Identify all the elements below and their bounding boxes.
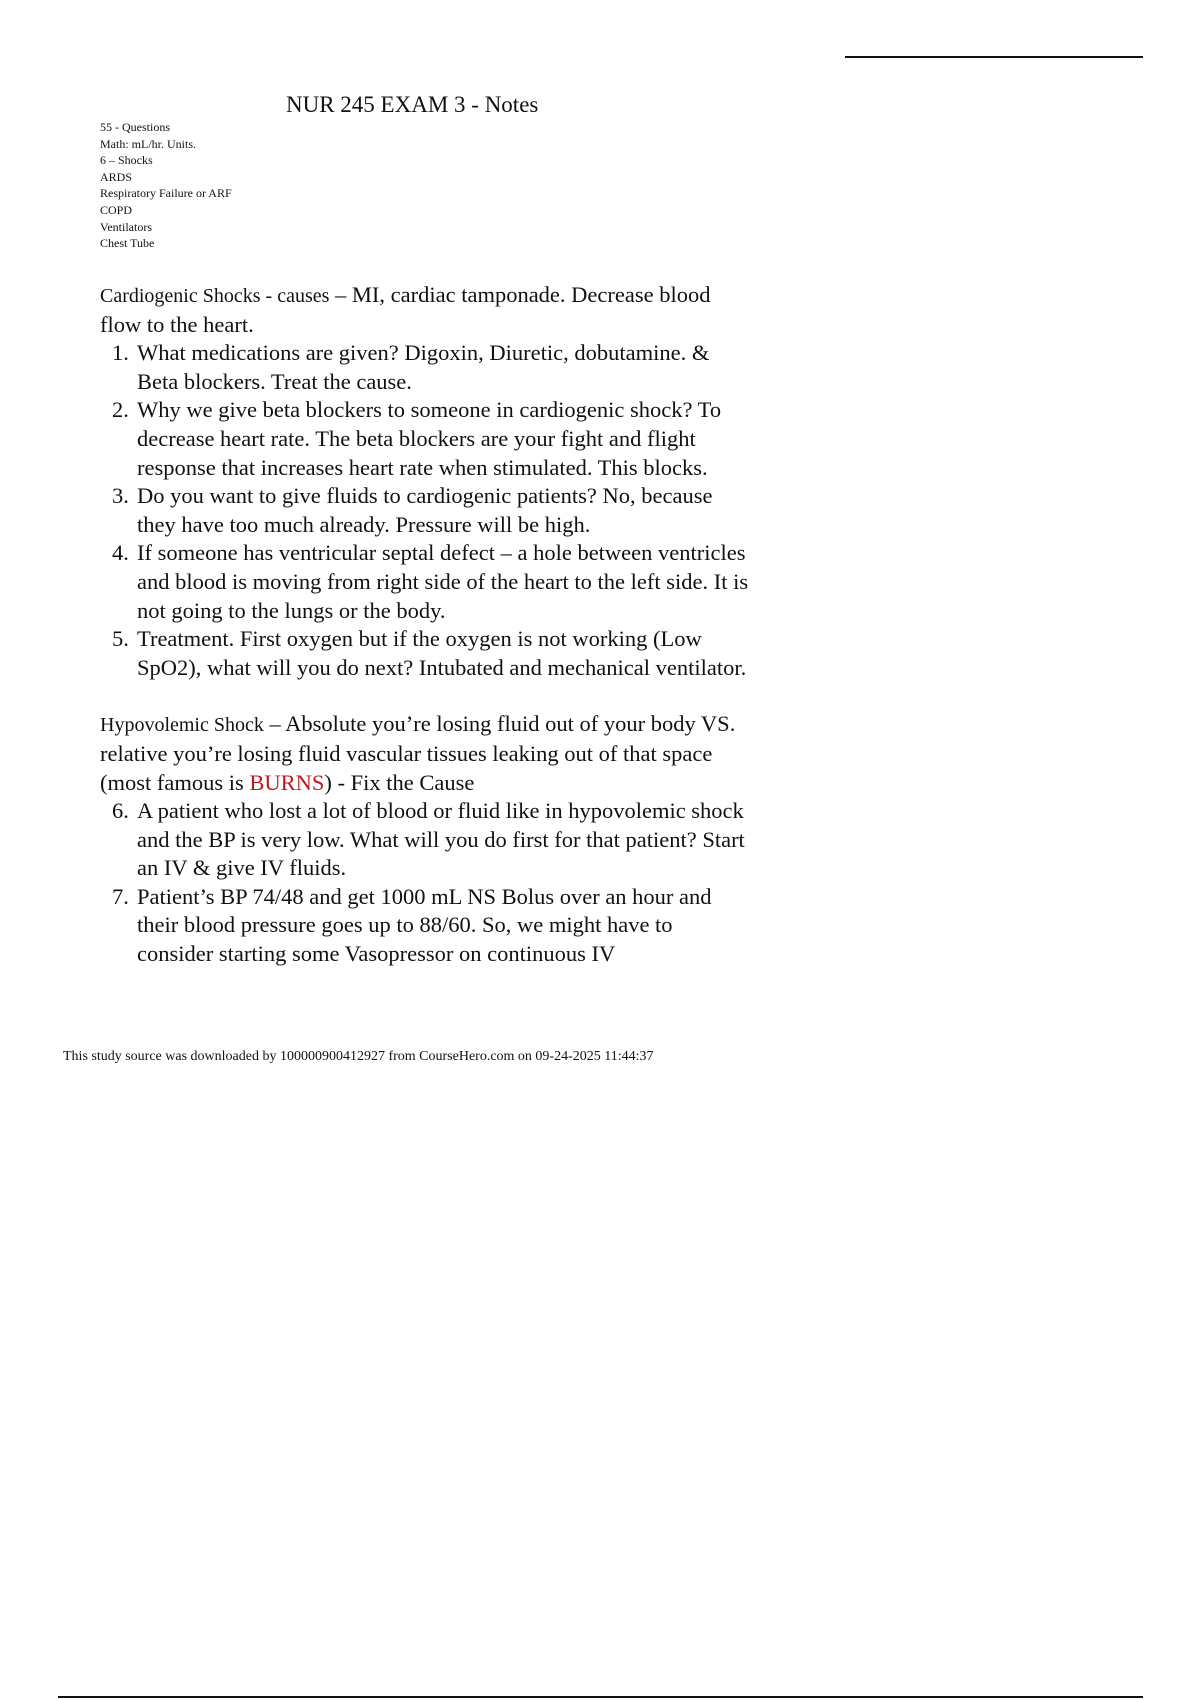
item-text: Why we give beta blockers to someone in cardiogenic shock? To decrease heart rate. The beta blockers are your fight and flight response that increases heart rate when stimulated. This blocks. xyxy=(137,397,722,480)
item-text: A patient who lost a lot of blood or fluid like in hypovolemic shock and the BP is very low. What will you do first for that patient? Start an IV & give IV fluids. xyxy=(137,798,745,881)
item-number: 2. xyxy=(112,397,129,423)
cardiogenic-description: – MI, cardiac tamponade. Decrease blood flow to the heart. xyxy=(100,282,711,337)
topic-item: Chest Tube xyxy=(100,236,155,251)
document-title: NUR 245 EXAM 3 - Notes xyxy=(286,92,539,117)
hypovolemic-heading: Hypovolemic Shock xyxy=(100,714,264,737)
item-number: 4. xyxy=(112,540,129,566)
list-item xyxy=(100,625,750,682)
cardiogenic-intro xyxy=(100,281,750,339)
list-item xyxy=(100,883,750,969)
list-item xyxy=(100,482,750,539)
item-text: What medications are given? Digoxin, Diuretic, dobutamine. & Beta blockers. Treat the cause. xyxy=(137,340,710,394)
list-item xyxy=(100,396,750,482)
item-number: 1. xyxy=(112,340,129,366)
item-text: Do you want to give fluids to cardiogenic patients? No, because they have too much already. Pressure will be high. xyxy=(137,483,713,537)
topic-item: COPD xyxy=(100,202,133,217)
topic-item: Respiratory Failure or ARF xyxy=(100,186,232,201)
header-rule xyxy=(845,56,1143,58)
footer-rule xyxy=(58,1696,1143,1698)
topic-item: Ventilators xyxy=(100,219,152,234)
item-number: 5. xyxy=(112,626,129,652)
cardiogenic-heading: Cardiogenic Shocks - causes xyxy=(100,285,330,307)
item-number: 7. xyxy=(112,883,129,909)
burns-highlight: BURNS xyxy=(249,769,325,795)
topic-item: 55 - Questions xyxy=(100,120,170,134)
topic-item: ARDS xyxy=(100,169,133,184)
hypovolemic-description-end: ) - Fix the Cause xyxy=(324,769,475,795)
topic-item: 6 – Shocks xyxy=(100,153,153,168)
item-text: Treatment. First oxygen but if the oxygen is not working (Low SpO2), what will you do next? Intubated and mechanical ventilator. xyxy=(137,626,747,680)
item-text: If someone has ventricular septal defect – a hole between ventricles and blood is moving from right side of the heart to the left side. It is not going to the lungs or the body. xyxy=(137,540,749,623)
topic-item: Math: mL/hr. Units. xyxy=(100,136,196,151)
section-gap xyxy=(100,682,750,710)
hypovolemic-questions xyxy=(100,797,750,969)
item-text: Patient’s BP 74/48 and get 1000 mL NS Bolus over an hour and their blood pressure goes up to 88/60. So, we might have to consider starting some Vasopressor on continuous IV xyxy=(137,883,712,967)
list-item xyxy=(100,339,750,396)
hypovolemic-description: – Absolute you’re losing fluid out of your body VS. relative you’re losing fluid vascular tissues leaking out of that space (most famous is xyxy=(100,711,736,795)
cardiogenic-questions xyxy=(100,339,750,682)
list-item xyxy=(100,797,750,883)
download-footer: This study source was downloaded by 100000900412927 from CourseHero.com on 09-24-2025 11:44:37 xyxy=(63,1049,654,1064)
topics-list xyxy=(100,119,232,252)
list-item xyxy=(100,539,750,625)
notes-body xyxy=(100,281,750,969)
hypovolemic-intro xyxy=(100,710,750,797)
item-number: 6. xyxy=(112,798,129,824)
item-number: 3. xyxy=(112,483,129,509)
